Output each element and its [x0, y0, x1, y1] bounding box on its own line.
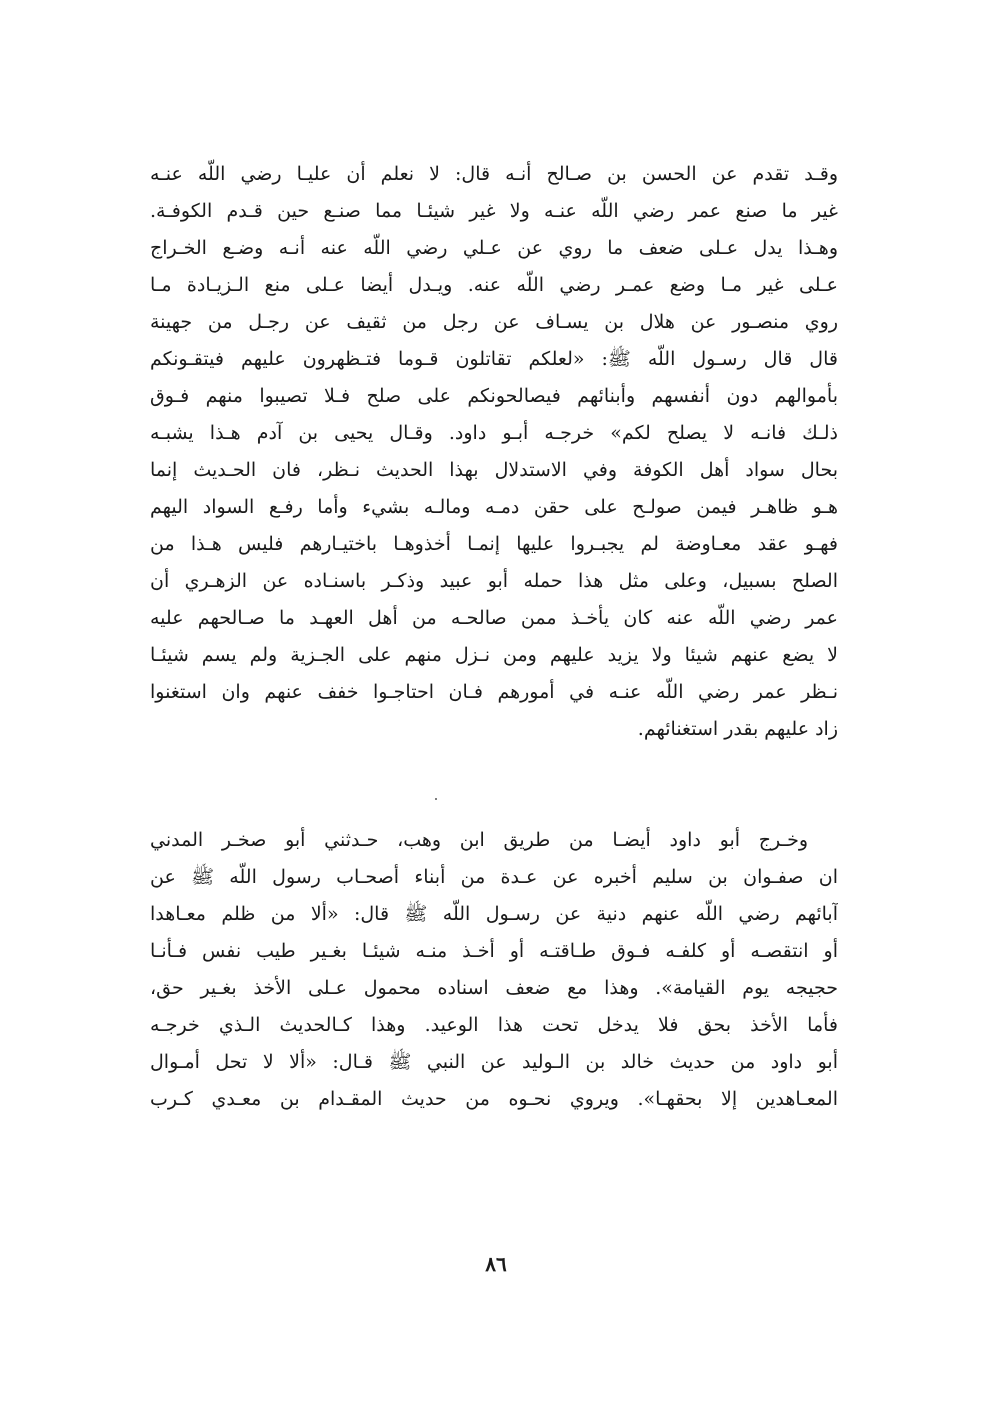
- paragraph-line: قال قال رسـول اللّه ﷺ: «لعلكم تقاتلون قـوما فتـظهرون عليهم فيتقـونكم: [150, 348, 838, 370]
- paragraph-line: هـو ظاهـر فيمن صولـح على حقن دمـه ومالـه بشيء وأما رفـع السواد اليهم: [150, 496, 838, 518]
- paragraph-line: نـظر عمر رضي اللّه عنـه في أمورهم فـان احتاجـوا خفف عنهم وان استغنوا: [150, 681, 838, 703]
- paragraph-line: المعـاهدين إلا بحقهـا». ويروي نحـوه من حديث المقـدام بن معـدي كـرب: [150, 1088, 838, 1110]
- paragraph-line: لا يضع عنهم شيئا ولا يزيد عليهم ومن نـزل منهم على الجـزية ولم يسم شيئـا: [150, 644, 838, 666]
- paragraph-line: فهـو عقد معـاوضة لم يجبـروا عليها إنمـا أخذوهـا باختيـارهم فليس هـذا من: [150, 533, 838, 555]
- paragraph-line: عـلى غير مـا وضع عمـر رضي اللّه عنه. ويـدل أيضا عـلى منع الـزيـادة مـا: [150, 274, 838, 296]
- paragraph-line: أبو داود من حديث خالد بن الـوليد عن النبي ﷺ قـال: «ألا لا تحل أمـوال: [150, 1051, 838, 1073]
- paragraph-line: غير ما صنع عمر رضي اللّه عنـه ولا غير شيئـا مما صنـع حين قـدم الكوفـة.: [150, 200, 838, 222]
- paragraph-line: عمر رضي اللّه عنه كان يأخـذ ممن صالحـه من أهل العهـد ما صـالحهم عليه: [150, 607, 838, 629]
- paragraph-line: ذلـك فانـه لا يصلح لكم» خرجـه أبـو داود. وقـال يحيى بن آدم هـذا يشبـه: [150, 422, 838, 444]
- page-number: ٨٦: [485, 1252, 507, 1276]
- print-speck: [435, 798, 437, 800]
- paragraph-line: ان صفـوان بن سليم أخبره عن عـدة من أبناء أصحـاب رسول اللّه ﷺ عن: [150, 866, 838, 888]
- paragraph-line: وهـذا يدل عـلى ضعف ما روي عن عـلي رضي اللّه عنه أنـه وضـع الخـراج: [150, 237, 838, 259]
- paragraph-2: [150, 822, 838, 1118]
- paragraph-line: الصلح بسبيل، وعلى مثل هذا حمله أبو عبيد وذكـر باسنـاده عن الزهـري أن: [150, 570, 838, 592]
- paragraph-1: [150, 156, 838, 748]
- paragraph-line: وقـد تقدم عن الحسن بن صـالح أنـه قال: لا نعلم أن عليـا رضي اللّه عنـه: [150, 163, 838, 185]
- paragraph-line: بحال سواد أهل الكوفة وفي الاستدلال بهذا الحديث نـظر، فان الحـديث إنما: [150, 459, 838, 481]
- paragraph-line: بأموالهم دون أنفسهم وأبنائهم فيصالحونكم على صلح فـلا تصيبوا منهم فـوق: [150, 385, 838, 407]
- paragraph-line: آبائهم رضي اللّه عنهم دنية عن رسـول اللّه ﷺ قال: «ألا من ظلم معـاهدا: [150, 903, 838, 925]
- paragraph-line: وخـرج أبو داود أيضـا من طريق ابن وهب، حـدثني أبو صخـر المدني: [150, 829, 809, 851]
- paragraph-line: روي منصـور عن هلال بن يسـاف عن رجل من ثقيف عن رجـل من جهينة: [150, 311, 838, 333]
- paragraph-line: أو انتقصـه أو كلفـه فـوق طـاقتـه أو أخـذ منـه شيئـا بغـير طيب نفس فـأنـا: [150, 940, 838, 962]
- paragraph-line: حجيجه يوم القيامة». وهذا مع ضعف اسناده محمول عـلى الأخذ بغـير حق،: [150, 977, 838, 999]
- paragraph-line: فأما الأخذ بحق فلا يدخل تحت هذا الوعيد. وهذا كـالحديث الـذي خرجـه: [150, 1014, 838, 1036]
- paragraph-line: زاد عليهم بقدر استغنائهم.: [637, 718, 838, 740]
